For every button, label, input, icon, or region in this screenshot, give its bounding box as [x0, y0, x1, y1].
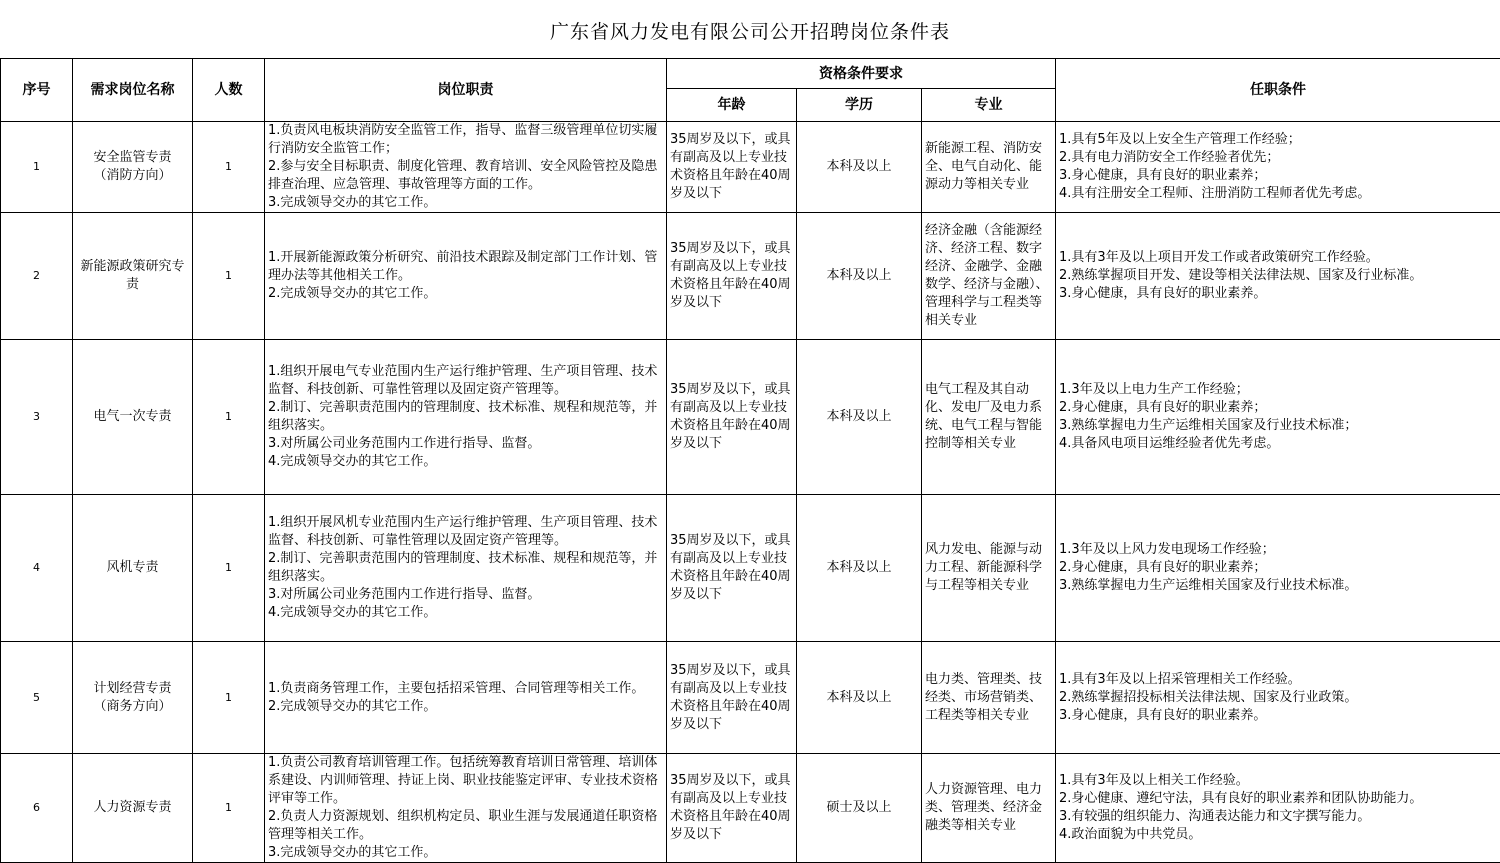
cell-count: 1: [193, 642, 265, 754]
cell-duties: 1.负责商务管理工作，主要包括招采管理、合同管理等相关工作。 2.完成领导交办的其它工作。: [265, 642, 667, 754]
page-title: 广东省风力发电有限公司公开招聘岗位条件表: [0, 0, 1500, 60]
cell-position: 新能源政策研究专责: [73, 213, 193, 340]
cell-requirements: 1.具有3年及以上相关工作经验。 2.身心健康、遵纪守法，具有良好的职业素养和团队协助能力。 3.有较强的组织能力、沟通表达能力和文字撰写能力。 4.政治面貌为中共党员。: [1056, 754, 1500, 863]
cell-duties: 1.组织开展电气专业范围内生产运行维护管理、生产项目管理、技术监督、科技创新、可靠性管理以及固定资产管理等。 2.制订、完善职责范围内的管理制度、技术标准、规程和规范等，并组织落实。 3.对所属公司业务范围内工作进行指导、监督。 4.完成领导交办的其它工作。: [265, 340, 667, 495]
header-duties: 岗位职责: [265, 59, 667, 122]
cell-major: 电气工程及其自动化、发电厂及电力系统、电气工程与智能控制等相关专业: [922, 340, 1056, 495]
cell-age: 35周岁及以下，或具有副高及以上专业技术资格且年龄在40周岁及以下: [667, 642, 797, 754]
header-qualifications: 资格条件要求: [667, 59, 1056, 89]
cell-position: 风机专责: [73, 495, 193, 642]
cell-position: 电气一次专责: [73, 340, 193, 495]
header-major: 专业: [922, 89, 1056, 122]
cell-age: 35周岁及以下，或具有副高及以上专业技术资格且年龄在40周岁及以下: [667, 122, 797, 213]
cell-major: 风力发电、能源与动力工程、新能源科学与工程等相关专业: [922, 495, 1056, 642]
cell-count: 1: [193, 495, 265, 642]
cell-requirements: 1.3年及以上风力发电现场工作经验； 2.身心健康，具有良好的职业素养； 3.熟练掌握电力生产运维相关国家及行业技术标准。: [1056, 495, 1500, 642]
cell-duties: 1.开展新能源政策分析研究、前沿技术跟踪及制定部门工作计划、管理办法等其他相关工作。 2.完成领导交办的其它工作。: [265, 213, 667, 340]
table-row: [1, 754, 1500, 863]
cell-requirements: 1.3年及以上电力生产工作经验； 2.身心健康，具有良好的职业素养； 3.熟练掌握电力生产运维相关国家及行业技术标准； 4.具备风电项目运维经验者优先考虑。: [1056, 340, 1500, 495]
cell-requirements: 1.具有3年及以上招采管理相关工作经验。 2.熟练掌握招投标相关法律法规、国家及行业政策。 3.身心健康，具有良好的职业素养。: [1056, 642, 1500, 754]
table-row: [1, 340, 1500, 495]
cell-seq: 1: [1, 122, 73, 213]
cell-age: 35周岁及以下，或具有副高及以上专业技术资格且年龄在40周岁及以下: [667, 213, 797, 340]
cell-position: 计划经营专责 （商务方向）: [73, 642, 193, 754]
table-row: [1, 122, 1500, 213]
cell-education: 本科及以上: [797, 213, 922, 340]
header-position: 需求岗位名称: [73, 59, 193, 122]
table-row: [1, 495, 1500, 642]
cell-education: 本科及以上: [797, 642, 922, 754]
job-conditions-table: [0, 58, 1500, 863]
cell-seq: 6: [1, 754, 73, 863]
header-education: 学历: [797, 89, 922, 122]
table-row: [1, 213, 1500, 340]
cell-age: 35周岁及以下，或具有副高及以上专业技术资格且年龄在40周岁及以下: [667, 754, 797, 863]
cell-duties: 1.组织开展风机专业范围内生产运行维护管理、生产项目管理、技术监督、科技创新、可靠性管理以及固定资产管理等。 2.制订、完善职责范围内的管理制度、技术标准、规程和规范等，并组织落实。 3.对所属公司业务范围内工作进行指导、监督。 4.完成领导交办的其它工作。: [265, 495, 667, 642]
cell-age: 35周岁及以下，或具有副高及以上专业技术资格且年龄在40周岁及以下: [667, 340, 797, 495]
cell-count: 1: [193, 340, 265, 495]
cell-duties: 1.负责风电板块消防安全监管工作，指导、监督三级管理单位切实履行消防安全监管工作； 2.参与安全目标职责、制度化管理、教育培训、安全风险管控及隐患排查治理、应急管理、事故管理等方面的工作。 3.完成领导交办的其它工作。: [265, 122, 667, 213]
table-row: [1, 642, 1500, 754]
cell-seq: 4: [1, 495, 73, 642]
cell-seq: 5: [1, 642, 73, 754]
cell-education: 本科及以上: [797, 340, 922, 495]
cell-major: 人力资源管理、电力类、管理类、经济金融类等相关专业: [922, 754, 1056, 863]
cell-position: 安全监管专责 （消防方向）: [73, 122, 193, 213]
header-seq: 序号: [1, 59, 73, 122]
cell-education: 本科及以上: [797, 495, 922, 642]
cell-education: 本科及以上: [797, 122, 922, 213]
cell-major: 经济金融（含能源经济、经济工程、数字经济、金融学、金融数学、经济与金融）、管理科学与工程类等相关专业: [922, 213, 1056, 340]
cell-age: 35周岁及以下，或具有副高及以上专业技术资格且年龄在40周岁及以下: [667, 495, 797, 642]
cell-major: 电力类、管理类、技经类、市场营销类、工程类等相关专业: [922, 642, 1056, 754]
cell-education: 硕士及以上: [797, 754, 922, 863]
cell-requirements: 1.具有3年及以上项目开发工作或者政策研究工作经验。 2.熟练掌握项目开发、建设等相关法律法规、国家及行业标准。 3.身心健康，具有良好的职业素养。: [1056, 213, 1500, 340]
cell-count: 1: [193, 213, 265, 340]
header-row: [1, 59, 1500, 89]
cell-count: 1: [193, 754, 265, 863]
cell-seq: 2: [1, 213, 73, 340]
cell-seq: 3: [1, 340, 73, 495]
cell-requirements: 1.具有5年及以上安全生产管理工作经验； 2.具有电力消防安全工作经验者优先； 3.身心健康，具有良好的职业素养； 4.具有注册安全工程师、注册消防工程师者优先考虑。: [1056, 122, 1500, 213]
header-count: 人数: [193, 59, 265, 122]
header-age: 年龄: [667, 89, 797, 122]
cell-count: 1: [193, 122, 265, 213]
header-requirements: 任职条件: [1056, 59, 1500, 122]
cell-major: 新能源工程、消防安全、电气自动化、能源动力等相关专业: [922, 122, 1056, 213]
cell-duties: 1.负责公司教育培训管理工作。包括统筹教育培训日常管理、培训体系建设、内训师管理、持证上岗、职业技能鉴定评审、专业技术资格评审等工作。 2.负责人力资源规划、组织机构定员、职业生涯与发展通道任职资格管理等相关工作。 3.完成领导交办的其它工作。: [265, 754, 667, 863]
cell-position: 人力资源专责: [73, 754, 193, 863]
